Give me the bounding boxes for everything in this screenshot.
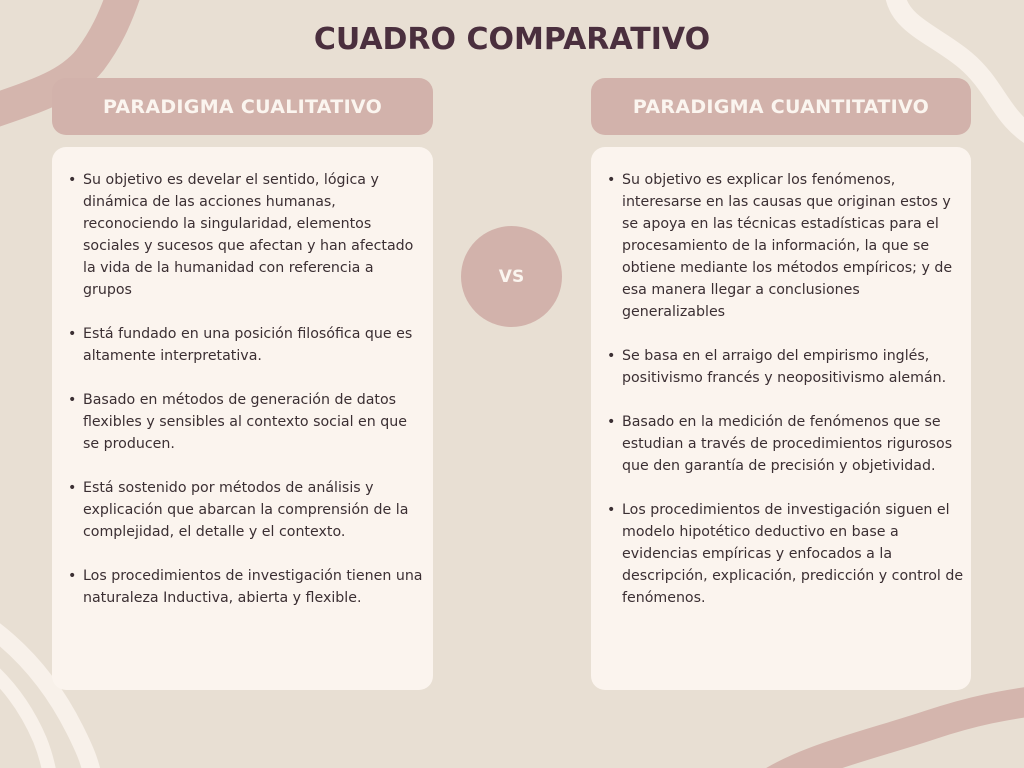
list-item: • Está sostenido por métodos de análisis y explicación que abarcan la comprensión de la complejidad, el detalle y el contexto. xyxy=(83,477,425,543)
card-cualitativo xyxy=(52,147,433,690)
list-item: • Los procedimientos de investigación tienen una naturaleza Inductiva, abierta y flexible. xyxy=(83,565,425,609)
vs-badge: VS xyxy=(461,226,562,327)
list-item: • Está fundado en una posición filosófica que es altamente interpretativa. xyxy=(83,323,425,367)
list-item: • Basado en métodos de generación de datos flexibles y sensibles al contexto social en que se producen. xyxy=(83,389,425,455)
list-item: • Se basa en el arraigo del empirismo inglés, positivismo francés y neopositivismo alemán. xyxy=(622,345,965,389)
list-item: • Su objetivo es explicar los fenómenos, interesarse en las causas que originan estos y se apoya en las técnicas estadísticas para el procesamiento de la información, la que se obtiene mediante los métodos empíricos; y de esa manera llegar a conclusiones generalizables xyxy=(622,169,965,323)
list-item: • Su objetivo es develar el sentido, lógica y dinámica de las acciones humanas, reconociendo la singularidad, elementos sociales y sucesos que afectan y han afectado la vida de la humanidad con referencia a grupos xyxy=(83,169,425,301)
header-paradigma-cualitativo: PARADIGMA CUALITATIVO xyxy=(52,78,433,135)
page-title: CUADRO COMPARATIVO xyxy=(313,22,711,57)
card-cuantitativo xyxy=(591,147,971,690)
swoosh-bottom-right xyxy=(760,700,1024,768)
list-cualitativo xyxy=(66,169,425,609)
header-paradigma-cuantitativo: PARADIGMA CUANTITATIVO xyxy=(591,78,971,135)
list-cuantitativo xyxy=(605,169,965,609)
list-item: • Los procedimientos de investigación siguen el modelo hipotético deductivo en base a evidencias empíricas y enfocados a la descripción, explicación, predicción y control de fenómenos. xyxy=(622,499,965,609)
list-item: • Basado en la medición de fenómenos que se estudian a través de procedimientos rigurosos que den garantía de precisión y objetividad. xyxy=(622,411,965,477)
